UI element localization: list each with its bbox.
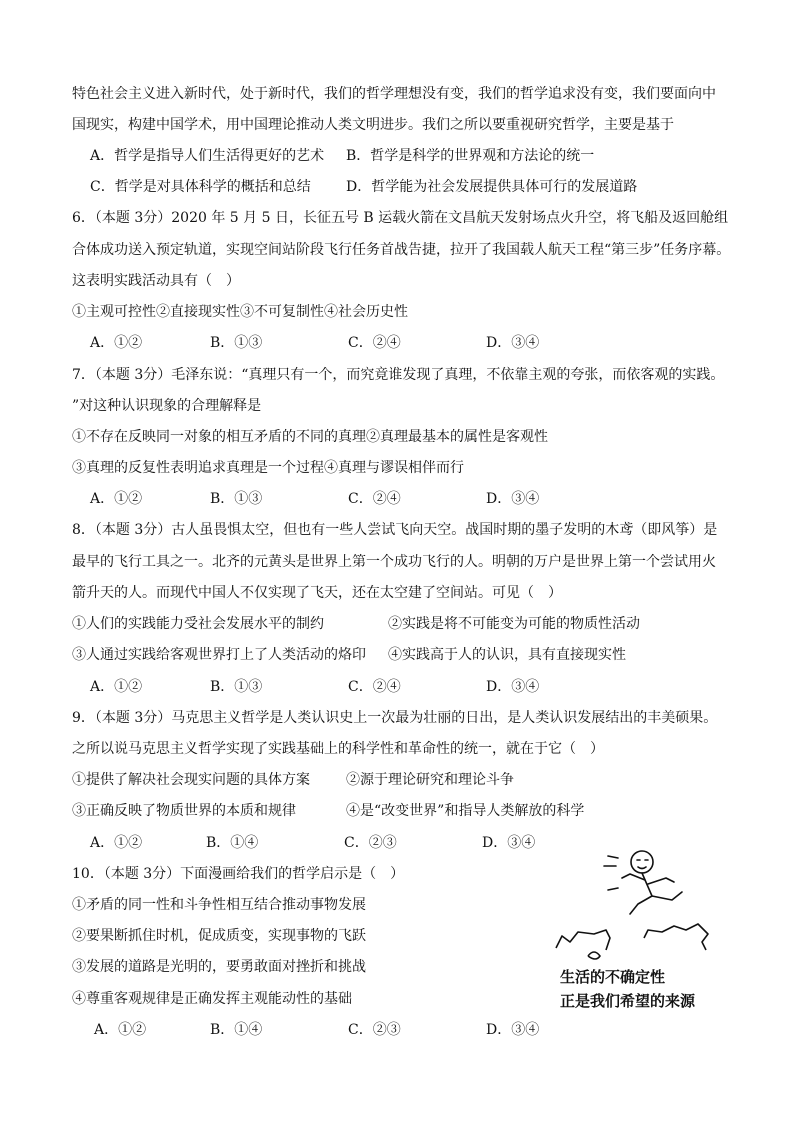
q8-option-c[interactable]: C．②④ <box>348 679 401 695</box>
q5-option-d[interactable]: D．哲学能为社会发展提供具体可行的发展道路 <box>346 179 638 195</box>
q7-option-b[interactable]: B．①③ <box>210 491 263 507</box>
q5-option-c[interactable]: C．哲学是对具体科学的概括和总结 <box>90 179 311 195</box>
q5-option-b[interactable]: B．哲学是科学的世界观和方法论的统一 <box>346 148 595 164</box>
q6-option-a[interactable]: A．①② <box>90 335 143 351</box>
q10-option-d[interactable]: D．③④ <box>486 1022 540 1038</box>
q9-stem-line-1: 9．（本题 3分）马克思主义哲学是人类认识史上一次最为壮丽的日出，是人类认识发展结出的丰美硕果。 <box>72 710 718 726</box>
q10-option-c[interactable]: C．②③ <box>348 1022 401 1038</box>
q10-statement-4: ④尊重客观规律是正确发挥主观能动性的基础 <box>72 991 352 1007</box>
q7-option-c[interactable]: C．②④ <box>348 491 401 507</box>
q10-statement-2: ②要果断抓住时机，促成质变，实现事物的飞跃 <box>72 928 366 944</box>
q9-statement-4: ④是“改变世界”和指导人类解放的科学 <box>346 803 585 819</box>
comic-caption-1: 生活的不确定性 <box>560 968 666 986</box>
comic-illustration <box>548 838 728 1018</box>
q10-statement-1: ①矛盾的同一性和斗争性相互结合推动事物发展 <box>72 897 366 913</box>
q9-option-c[interactable]: C．②③ <box>344 835 397 851</box>
q6-stem-line-1: 6．（本题 3分）2020 年 5 月 5 日，长征五号 B 运载火箭在文昌航天发射场点火升空，将飞船及返回舱组 <box>72 210 729 226</box>
q10-option-a[interactable]: A．①② <box>94 1022 147 1038</box>
q6-option-d[interactable]: D．③④ <box>486 335 540 351</box>
q8-statement-3: ③人通过实践给客观世界打上了人类活动的烙印 <box>72 647 366 663</box>
q7-statements-1: ①不存在反映同一对象的相互矛盾的不同的真理②真理最基本的属性是客观性 <box>72 429 548 445</box>
q10-stem-line-1: 10．（本题 3分）下面漫画给我们的哲学启示是（ ） <box>72 866 405 882</box>
q8-statement-2: ②实践是将不可能变为可能的物质性活动 <box>388 616 640 632</box>
q9-option-a[interactable]: A．①② <box>90 835 143 851</box>
q8-option-d[interactable]: D．③④ <box>486 679 540 695</box>
q9-statement-3: ③正确反映了物质世界的本质和规律 <box>72 803 296 819</box>
q7-option-a[interactable]: A．①② <box>90 491 143 507</box>
q5-stem-line-1: 特色社会主义进入新时代，处于新时代，我们的哲学理想没有变，我们的哲学追求没有变，我们要面向中 <box>72 86 716 102</box>
q7-stem-line-2: ”对这种认识现象的合理解释是 <box>72 398 262 414</box>
q5-stem-line-2: 国现实，构建中国学术，用中国理论推动人类文明进步。我们之所以要重视研究哲学，主要是基于 <box>72 117 674 133</box>
q9-stem-line-2: 之所以说马克思主义哲学实现了实践基础上的科学性和革命性的统一，就在于它（ ） <box>72 741 604 757</box>
q8-stem-line-3: 箭升天的人。而现代中国人不仅实现了飞天，还在太空建了空间站。可见（ ） <box>72 585 562 601</box>
q8-option-b[interactable]: B．①③ <box>210 679 263 695</box>
q10-statement-3: ③发展的道路是光明的，要勇敢面对挫折和挑战 <box>72 959 366 975</box>
q9-statement-2: ②源于理论研究和理论斗争 <box>346 772 514 788</box>
q8-stem-line-1: 8．（本题 3分）古人虽畏惧太空，但也有一些人尝试飞向天空。战国时期的墨子发明的木鸢（即风筝）是 <box>72 522 718 538</box>
cliff-edges-icon <box>556 924 708 959</box>
q8-statement-4: ④实践高于人的认识，具有直接现实性 <box>388 647 626 663</box>
q6-option-c[interactable]: C．②④ <box>348 335 401 351</box>
q7-option-d[interactable]: D．③④ <box>486 491 540 507</box>
q9-statement-1: ①提供了解决社会现实问题的具体方案 <box>72 772 310 788</box>
q6-stem-line-2: 合体成功送入预定轨道，实现空间站阶段飞行任务首战告捷，拉开了我国载人航天工程“第三步”任务序幕。 <box>72 242 731 258</box>
q7-statements-2: ③真理的反复性表明追求真理是一个过程④真理与谬误相伴而行 <box>72 460 464 476</box>
q5-option-a[interactable]: A．哲学是指导人们生活得更好的艺术 <box>90 148 325 164</box>
q9-option-d[interactable]: D．③④ <box>482 835 536 851</box>
q8-option-a[interactable]: A．①② <box>90 679 143 695</box>
q7-stem-line-1: 7．（本题 3分）毛泽东说：“真理只有一个，而究竟谁发现了真理，不依靠主观的夸张，而依客观的实践。 <box>72 367 725 383</box>
q6-statements: ①主观可控性②直接现实性③不可复制性④社会历史性 <box>72 304 408 320</box>
q10-option-b[interactable]: B．①④ <box>210 1022 263 1038</box>
q6-option-b[interactable]: B．①③ <box>210 335 263 351</box>
q8-stem-line-2: 最早的飞行工具之一。北齐的元黄头是世界上第一个成功飞行的人。明朝的万户是世界上第一个尝试用火 <box>72 554 716 570</box>
jumping-person-icon <box>604 851 682 914</box>
q6-stem-line-3: 这表明实践活动具有（ ） <box>72 273 240 289</box>
comic-caption-2: 正是我们希望的来源 <box>560 992 696 1010</box>
q8-statement-1: ①人们的实践能力受社会发展水平的制约 <box>72 616 324 632</box>
q9-option-b[interactable]: B．①④ <box>206 835 259 851</box>
